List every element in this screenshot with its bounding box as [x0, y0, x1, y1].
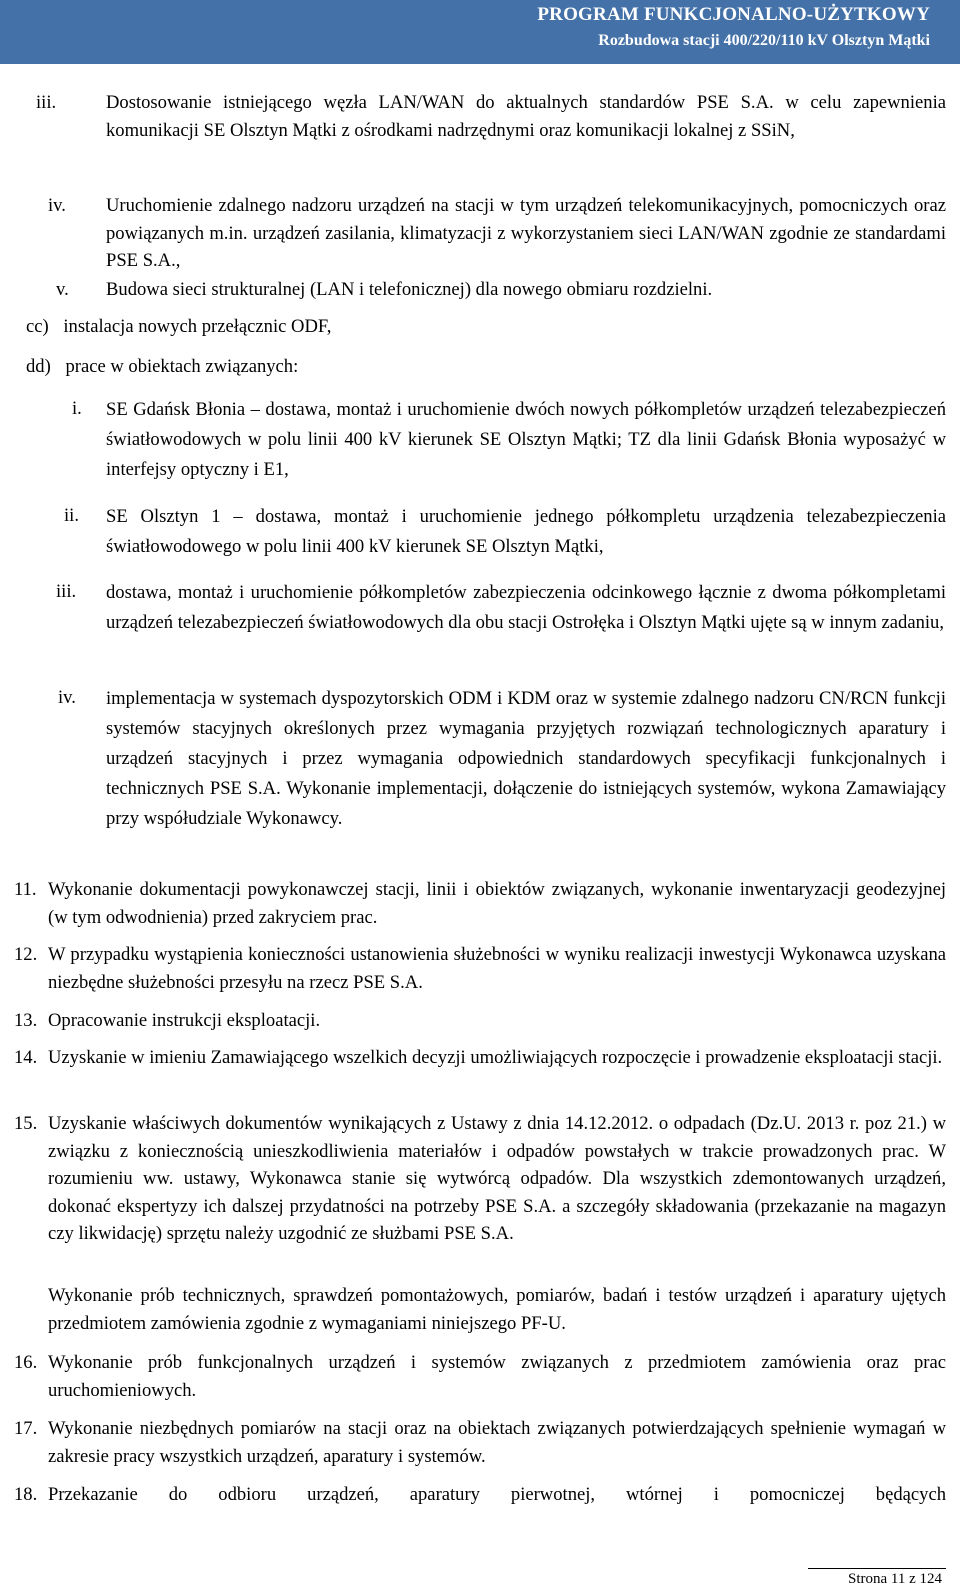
list-text: Wykonanie niezbędnych pomiarów na stacji oraz na obiektach związanych potwierdzających spełnienie wymagań w zakresie pracy wszystkich urządzeń, aparatury i systemów. [48, 1418, 946, 1467]
list-marker: dd) [26, 356, 51, 377]
list-marker: iii. [36, 92, 57, 113]
list-marker: iii. [56, 581, 77, 602]
document-header [0, 0, 960, 64]
list-marker: 17. [14, 1418, 38, 1439]
list-item [26, 353, 298, 380]
list-text: Budowa sieci strukturalnej (LAN i telefonicznej) dla nowego obmiaru rozdzielni. [106, 279, 713, 300]
list-text: Uruchomienie zdalnego nadzoru urządzeń na stacji w tym urządzeń telekomunikacyjnych, pomocniczych oraz powiązanych m.in. urządzeń zasilania, klimatyzacji z wykorzystaniem sieci LAN/WAN zgodnie ze standardami PSE S.A., [106, 195, 946, 271]
list-text: SE Gdańsk Błonia – dostawa, montaż i uruchomienie dwóch nowych półkompletów urządzeń telezabezpieczeń światłowodowych w polu linii 400 kV kierunek SE Olsztyn Mątki; TZ dla linii Gdańsk Błonia wyposażyć w interfejsy optyczny i E1, [106, 399, 946, 480]
list-text: Dostosowanie istniejącego węzła LAN/WAN do aktualnych standardów PSE S.A. w celu zapewnienia komunikacji SE Olsztyn Mątki z ośrodkami nadrzędnymi oraz komunikacji lokalnej z SSiN, [106, 92, 946, 141]
list-marker: 12. [14, 944, 38, 965]
list-text: Przekazanie do odbioru urządzeń, aparatury pierwotnej, wtórnej i pomocniczej będących [48, 1484, 946, 1505]
list-marker: 18. [14, 1484, 38, 1505]
list-text: Uzyskanie w imieniu Zamawiającego wszelkich decyzji umożliwiających rozpoczęcie i prowadzenie eksploatacji stacji. [48, 1047, 943, 1068]
list-marker: v. [56, 279, 69, 300]
list-text: dostawa, montaż i uruchomienie półkompletów zabezpieczenia odcinkowego łącznie z dwoma półkompletami urządzeń telezabezpieczeń światłowodowych dla obu stacji Ostrołęka i Olsztyn Mątki ujęte są w innym zadaniu, [106, 582, 946, 633]
list-text: instalacja nowych przełącznic ODF, [63, 316, 332, 337]
list-text: W przypadku wystąpienia konieczności ustanowienia służebności w wyniku realizacji inwestycji Wykonawca uzyskana niezbędne służebności przesyłu na rzecz PSE S.A. [48, 944, 946, 993]
list-text: Wykonanie dokumentacji powykonawczej stacji, linii i obiektów związanych, wykonanie inwentaryzacji geodezyjnej (w tym odwodnienia) przed zakryciem prac. [48, 879, 946, 928]
list-marker: 13. [14, 1010, 38, 1031]
list-marker: iv. [58, 687, 76, 708]
list-marker: iv. [48, 195, 66, 216]
list-marker: cc) [26, 316, 49, 337]
body-paragraph: Wykonanie prób technicznych, sprawdzeń pomontażowych, pomiarów, badań i testów urządzeń i aparatury ujętych przedmiotem zamówienia zgodnie z wymaganiami niniejszego PF-U. [48, 1285, 946, 1334]
list-marker: ii. [64, 505, 79, 526]
list-text: Wykonanie prób funkcjonalnych urządzeń i systemów związanych z przedmiotem zamówienia oraz prac uruchomieniowych. [48, 1352, 946, 1401]
list-text: SE Olsztyn 1 – dostawa, montaż i uruchomienie jednego półkompletu urządzenia telezabezpieczenia światłowodowego w polu linii 400 kV kierunek SE Olsztyn Mątki, [106, 506, 946, 557]
list-text: Uzyskanie właściwych dokumentów wynikających z Ustawy z dnia 14.12.2012. o odpadach (Dz.U. 2013 r. poz 21.) w związku z koniecznością unieszkodliwienia materiałów i odpadów powstałych w trakcie prowadzonych prac. W rozumieniu ww. ustawy, Wykonawca stanie się wytwórcą odpadów. Dla wszystkich zdemontowanych urządzeń, dokonać ekspertyzy ich dalszej przydatności na potrzeby PSE S.A. a szczegóły składowania (przekazanie na magazyn czy likwidację) sprzętu należy uzgodnić ze służbami PSE S.A. [48, 1113, 946, 1244]
list-marker: 15. [14, 1113, 38, 1134]
list-text: implementacja w systemach dyspozytorskich ODM i KDM oraz w systemie zdalnego nadzoru CN/RCN funkcji systemów stacyjnych określonych przez wymagania przyjętych rozwiązań technologicznych aparatury i urządzeń stacyjnych i przez wymagania odpowiednich standardowych specyfikacji funkcjonalnych i technicznych PSE S.A. Wykonanie implementacji, dołączenie do istniejących systemów, wykona Zamawiający przy współudziale Wykonawcy. [106, 688, 946, 829]
page-number: Strona 11 z 124 [847, 1571, 942, 1587]
list-marker: i. [72, 398, 82, 419]
list-marker: 14. [14, 1047, 38, 1068]
list-text: prace w obiektach związanych: [65, 356, 299, 377]
list-text: Opracowanie instrukcji eksploatacji. [48, 1010, 321, 1031]
header-title: PROGRAM FUNKCJONALNO-UŻYTKOWY [537, 4, 930, 25]
footer-rule [808, 1568, 946, 1569]
header-subtitle: Rozbudowa stacji 400/220/110 kV Olsztyn Mątki [598, 32, 930, 49]
list-marker: 11. [14, 879, 37, 900]
list-marker: 16. [14, 1352, 38, 1373]
list-item [26, 313, 331, 340]
